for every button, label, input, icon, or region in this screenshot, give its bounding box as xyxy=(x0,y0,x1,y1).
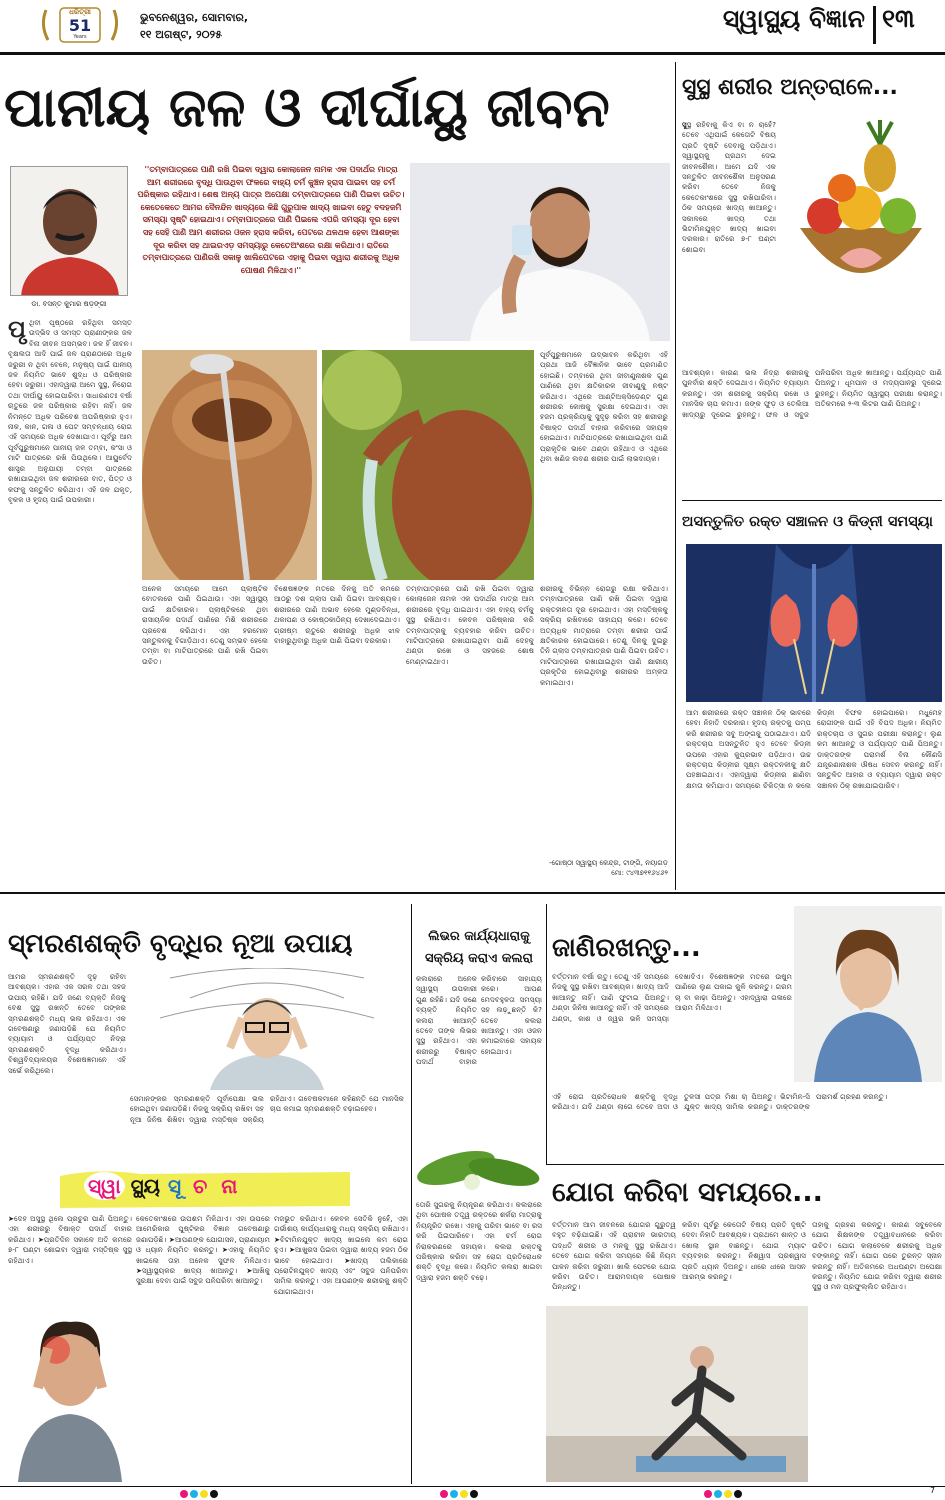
dateline-2: ୧୧ ଅଗଷ୍ଟ, ୨୦୨୫ xyxy=(140,28,222,41)
kidney-headline: ଅସନ୍ତୁଳିତ ରକ୍ତ ସଞ୍ଚାଳନ ଓ କିଡ୍‌ନୀ ସମସ୍ୟା xyxy=(682,514,933,530)
author-caption: ଡା. ବସନ୍ତ କୁମାର ଷଡ଼ଙ୍ଗୀ xyxy=(31,300,107,308)
yoga-headline: ଯୋଗ କରିବା ସମୟରେ... xyxy=(552,1177,823,1208)
kidney-separator xyxy=(682,500,942,501)
section-title: ସ୍ୱାସ୍ଥ୍ୟ ବିଜ୍ଞାନ xyxy=(722,4,865,33)
lead-col3-b: ବିଶେଷଜ୍ଞଙ୍କ ମତରେ ଦିନକୁ ଅତି କମରେ ଆଠରୁ ଦଶ ଗ୍ଲାସ ପାଣି ପିଇବା ଆବଶ୍ୟକ। ଶରୀରରେ ପାଣି ଅଭାବ ହେଲେ ମୁଣ୍ଡବିନ୍ଧା, ଥକାପଣ ଓ କୋଷ୍ଠକାଠିନ୍ୟ ଦେଖାଦେଇଥାଏ। ଗ୍ରୀଷ୍ମ ଋତୁରେ ଶରୀରରୁ ଅଧିକ ଝାଳ ବାହାରୁଥିବାରୁ ଅଧିକ ପାଣି ପିଇବା ଦରକାର। xyxy=(274,584,400,646)
lead-col1-text: ଥିବୀ ପୃଷ୍ଠରେ ରହିଥିବା ସମସ୍ତ ଉଦ୍ଭିଦ ଓ ସମସ୍ତ ପ୍ରାଣୀଙ୍କର ଜଳ ବିନା ଜୀବନ ଅସମ୍ଭବ। ଜଳ ହିଁ ଜୀବନ। ବୃକ୍ଷଲତା ଆଦି ପାଇଁ ଜଳ ପ୍ରାଣଠାରେ ଅଧିକ ଜରୁରୀ ନ ଥିବା ବେଳେ, ମନୁଷ୍ୟ ପାଇଁ ପାନୀୟ ଜଳ ନିୟମିତ ଭାବେ ଶୁଦ୍ଧ ଓ ପରିଷ୍କାର ହେବା ଜରୁରୀ। ଏହାଦ୍ୱାରା ଆମେ ସୁସ୍ଥ, ନିରୋଗ ତଥା ଦୀର୍ଘାୟୁ ହୋଇପାରିବା। ସାଧାରଣତଃ ବର୍ଷା ଋତୁରେ ଜଳ ପରିଷ୍କାର ରହିବା ନାହିଁ। ଜଳ ନିମନ୍ତେ ଅଧିକ ପରିବେଶ ଅପରିଷ୍କାର ହୁଏ। ନାକ, କାନ, ଗଳା ଓ ପେଟ ସମ୍ବନ୍ଧୀୟ ରୋଗ ଏହି ସମୟରେ ଅଧିକ ଦେଖାଯାଏ। ପୂର୍ବରୁ ଆମ ପୂର୍ବପୁରୁଷମାନେ ପାନୀୟ ଜଳ ତମ୍ବା, କଂସା ଓ ମାଟି ପାତ୍ରରେ ରଖି ପିଉଥିଲେ। ଆୟୁର୍ବେଦ ଶାସ୍ତ୍ର ଅନୁଯାୟୀ ତମ୍ବା ପାତ୍ରରେ ରଖାଯାଇଥିବା ଜଳ ଶରୀରରେ ବାତ, ପିତ୍ତ ଓ କଫକୁ ସନ୍ତୁଳିତ କରିଥାଏ। ଏହି ଜଳ ଯକୃତ, ବୃକକ ଓ ହୃଦୟ ପାଇଁ ଉପକାରୀ। xyxy=(8,318,132,504)
yoga-col3: ତାହାକୁ ଗ୍ରହଣ କରନ୍ତୁ। କାରଣ ସବୁବେଳେ ଯୋଗ ଶିକ୍ଷକଙ୍କ ତତ୍ତ୍ୱାବଧାନରେ କରିବା ଉଚିତ। ଯୋଗ କଲାବେଳେ ଶରୀରକୁ ଅଧିକ ବଙ୍କାନ୍ତୁ ନାହିଁ। ଯୋଗ ପରେ ତୁରନ୍ତ ସ୍ନାନ କରନ୍ତୁ ନାହିଁ। ଅତିକମରେ ଅଧଘଣ୍ଟା ଅପେକ୍ଷା କରନ୍ତୁ। ନିୟମିତ ଯୋଗ କରିବା ଦ୍ୱାରା ଶରୀର ସୁସ୍ଥ ଓ ମନ ପ୍ରଫୁଲ୍ଲିତ ରହିଥାଏ। xyxy=(812,1220,942,1292)
lead-pullquote: ''ତମ୍ବାପାତ୍ରରେ ପାଣି ରଖି ପିଇବା ଦ୍ୱାରା କୋଲାଜେନ ନାମକ ଏକ ପଦାର୍ଥର ମାତ୍ରା ଆମ ଶରୀରରେ ବୃଦ୍ଧି ପାଉଥିବା ଫଳରେ ବାହ୍ୟ ଚର୍ମ କୁଞ୍ଚନ ହ୍ରାସ ପାଇବା ସହ ଚର୍ମ ପରିଷ୍କାର ରହିଥାଏ। ଶେଷ ଅନ୍ୟ ପାତ୍ର ଅପେକ୍ଷା ତମ୍ବାପାତ୍ରରେ ପାଣି ପିଇବା ଉଚିତ। କେତେକେତେ ଆମର ଦୈନନ୍ଦିନ ଖାଦ୍ୟରେ କିଛି ଗୁରୁପାକ ଖାଦ୍ୟ ଖାଇବା ହେତୁ ବଦହଜମି ସମସ୍ୟା ସୃଷ୍ଟି ହୋଇଥାଏ। ତମ୍ବାପାତ୍ରରେ ପାଣି ପିଇଲେ ଏପରି ସମସ୍ୟା ଦୂର ହେବା ସହ ସେହି ପାଣି ଆମ ଶରୀରର ଓଜନ ହ୍ରାସ କରିବା, ପେଟରେ ଥଳଥଳ ହେବା ଆଶଙ୍କା ଦୂର କରିବା ସହ ଥାଇରଏଡ଼ ସମସ୍ୟାରୁ କେତେଅଂଶରେ ରକ୍ଷା କରିଥାଏ। ରାତିରେ ତମ୍ବାପାତ୍ରରେ ପାଣିରଖି ସକାଳୁ ଖାଲିପେଟରେ ଏହାକୁ ପିଇବା ଦ୍ୱାରା ଶରୀରକୁ ଅଧିକ ପୋଷଣ ମିଳିଥାଏ।'' xyxy=(137,165,405,275)
color-registration-marks-left xyxy=(180,1490,218,1498)
tips-col1: ➤ଦେହ ଅସୁସ୍ଥ ଥିଲେ ପ୍ରଚୁର ପାଣି ପିଅନ୍ତୁ। ଏହା ଶରୀରରୁ ବିଷାକ୍ତ ପଦାର୍ଥ ବାହାର କରିଥାଏ। ➤ପ୍ରତିଦିନ ସକାଳେ ଅତି କମରେ ୭-୮ ଘଣ୍ଟା ଶୋଇବା ଦ୍ୱାରା ମସ୍ତିଷ୍କ ସୁସ୍ଥ ରହିଥାଏ। xyxy=(8,1214,132,1265)
yoga-top-rule xyxy=(546,1164,944,1165)
lead-col4: ଶରୀରକୁ ବିଭିନ୍ନ ରୋଗରୁ ରକ୍ଷା କରିଥାଏ। ତମ୍ବାପାତ୍ରରେ ପାଣି ରଖି ପିଇବା ଦ୍ୱାରା ରକ୍ତହୀନତା ଦୂର ହୋଇଥାଏ। ଏହା ମସ୍ତିଷ୍କକୁ ସକ୍ରିୟ ରଖିବାରେ ସାହାଯ୍ୟ କରେ। ତେବେ ଅତ୍ୟଧିକ ମାତ୍ରାରେ ତମ୍ବା ଶରୀର ପାଇଁ କ୍ଷତିକାରକ ହୋଇପାରେ। ତେଣୁ ଦିନକୁ ଦୁଇରୁ ତିନି ଗ୍ଲାସ ତମ୍ବାପାତ୍ରର ପାଣି ପିଇବା ଉଚିତ। ମାଟିପାତ୍ରରେ ରଖାଯାଇଥିବା ପାଣି କ୍ଷାରୀୟ ପ୍ରକୃତିର ହୋଇଥିବାରୁ ଶରୀରର ଅମ୍ଳତା କମାଇଥାଏ। xyxy=(540,584,668,687)
healthy-body-headline: ସୁସ୍ଥ ଶରୀର ଅନ୍ତରାଳେ... xyxy=(682,75,898,100)
color-registration-marks-center xyxy=(440,1490,478,1498)
anniversary-badge xyxy=(38,4,122,46)
tips-letter-4: ଚ xyxy=(193,1174,208,1198)
footer-rule xyxy=(0,1486,945,1487)
lead-headline: ପାନୀୟ ଜଳ ଓ ଦୀର୍ଘାୟୁ ଜୀବନ xyxy=(4,76,610,139)
healthy-body-text-top xyxy=(682,120,776,370)
tips-letter-1: ସ୍ୱା xyxy=(84,1172,125,1200)
color-registration-marks-right xyxy=(704,1490,742,1498)
tips-letter-3: ସୂ xyxy=(167,1174,181,1198)
man-headache-memory-photo xyxy=(130,968,404,1090)
fruit-basket-photo xyxy=(780,118,942,314)
healthy-body-text-bottom: ଆବଶ୍ୟକ। କାରଣ ଭଲ ନିଦ୍ରା ଶରୀରକୁ ପୁନର୍ବାର ଶକ୍ତି ଦେଇଥାଏ। ନିୟମିତ ବ୍ୟାୟାମ କରନ୍ତୁ। ଏହା ଶରୀରକୁ ସକ୍ରିୟ ରଖେ ଓ ମାନସିକ ଚାପ କମାଏ। ଜଙ୍କ ଫୁଡ଼ ଓ ତେଲିଆ ଖାଦ୍ୟରୁ ଦୂରେଇ ରୁହନ୍ତୁ। ଫଳ ଓ ସବୁଜ ପନିପରିବା ଅଧିକ ଖାଆନ୍ତୁ। ପର୍ଯ୍ୟାପ୍ତ ପାଣି ପିଅନ୍ତୁ। ଧୂମପାନ ଓ ମଦ୍ୟପାନରୁ ଦୂରେଇ ରୁହନ୍ତୁ। ନିୟମିତ ସ୍ୱାସ୍ଥ୍ୟ ପରୀକ୍ଷା କରାନ୍ତୁ। ଅତିକମରେ ୨-୩ ଲିଟର ପାଣି ପିଅନ୍ତୁ। xyxy=(682,368,942,419)
tips-col3: ମଜଭୁତ କରିଥାଏ। କେବଳ ସେତିକି ନୁହେଁ, ଏହା ଗର୍ଭାଶୟ କାର୍ଯ୍ୟଧାରାକୁ ମଧ୍ୟ ସକ୍ରିୟ ରଖିଥାଏ। ➤ବିଟାମିନଯୁକ୍ତ ଖାଦ୍ୟ ଖାଇଲେ କମ ରୋଗ ହୁଏ। ➤ଆଖୁରସ ପିଇବା ଦ୍ୱାରା ଖାଦ୍ୟ ହଜମ ଠିକ ଭାବେ ହୋଇଥାଏ। ➤ଖାଦ୍ୟ ତାଲିକାରେ ପ୍ରୋଟିନଯୁକ୍ତ ଖାଦ୍ୟ ଏବଂ ସବୁଜ ପନିପରିବା ସାମିଲ କରନ୍ତୁ। ଏହା ଆପଣଙ୍କ ଶରୀରକୁ ଶକ୍ତି ଯୋଗାଇଥାଏ। xyxy=(274,1214,408,1296)
liver-text: କଲରାରେ ଅନେକ ସ୍ୱାସ୍ଥ୍ୟ ଉପକାରୀ ଗୁଣ ରହିଛି। ଯଦି ଜଣେ ବ୍ୟକ୍ତି ନିୟମିତ କଲରା ଖାଆନ୍ତି ତେବେ ତାଙ୍କ ଲିଭର ସୁସ୍ଥ ରହିଥାଏ। ଏହା ଶରୀରରୁ ବିଷାକ୍ତ ପଦାର୍ଥ ବାହାର କରିବାରେ ସାହାଯ୍ୟ କରେ। ଆପଣ ମେଦବହୁଳତା ସମସ୍ୟା ସହ ଲଢ଼ୁଛନ୍ତି କି? ତେବେ କଲରା ଖାଆନ୍ତୁ। ଏହା ଓଜନ କମାଇବାରେ ସହାୟକ ହୋଇଥାଏ। xyxy=(416,974,542,1067)
badge-bottom: Years xyxy=(73,34,87,40)
copper-vessel-photo xyxy=(142,350,317,580)
healthy-body-intro: ସ୍ଥ ରହିବାକୁ କିଏ ବା ନ ଚାହେଁ? ତେବେ ଏଥିପାଇଁ କେତୋଟି ବିଷୟ ପ୍ରତି ଦୃଷ୍ଟି ଦେବାକୁ ପଡ଼ିଥାଏ। ସ୍ୱାସ୍ଥ୍ୟକୁ ପ୍ରଥମ ଦେଇ ଜୀବନଶୈଳୀ। ଆମେ ଯଦି ଏକ ସନ୍ତୁଳିତ ଜୀବନଶୈଳୀ ଅନୁସରଣ କରିବା ତେବେ ନିଜକୁ କେତେକାଂଶରେ ସୁସ୍ଥ ରଖିପାରିବା। ଠିକ ସମୟରେ ଖାଦ୍ୟ ଖାଆନ୍ତୁ। ସକାଳରେ ଖାଦ୍ୟ ତଥା ଭିଟାମିନଯୁକ୍ତ ଖାଦ୍ୟ ଖାଇବା ଦରକାର। ରାତିରେ ୭-୮ ଘଣ୍ଟା ଶୋଇବା xyxy=(682,120,776,254)
know-text: ବର୍ତ୍ତମାନ ବର୍ଷା ଋତୁ। ତେଣୁ ଏହି ସମୟରେ ନିଜକୁ ସୁସ୍ଥ ରଖିବା ଆବଶ୍ୟକ। ଖାଦ୍ୟ ଆଦି ଖାଆନ୍ତୁ ନାହିଁ। ପାଣି ଫୁଟାଇ ପିଅନ୍ତୁ। ଥଣ୍ଡା ଜିନିଷ ଖାଆନ୍ତୁ ନାହିଁ। ଏହି ସମୟରେ ଥଣ୍ଡା, କାଶ ଓ ଜ୍ୱର ଭଳି ସମସ୍ୟା ଦେଖାଦିଏ। ବିଶେଷଜ୍ଞଙ୍କ ମତରେ ଉଷୁମ ପାଣିରେ ଲୁଣ ପକାଇ କୁଳି କରନ୍ତୁ। ଗରମ ଚା ବା କାଢ଼ା ପିଅନ୍ତୁ। ଏହାଦ୍ୱାରା ଗଳାରେ ଆରାମ ମିଳିଥାଏ। xyxy=(552,972,792,1023)
man-drinking-water-photo xyxy=(410,163,670,341)
tips-banner xyxy=(60,1168,350,1210)
masthead-divider xyxy=(873,6,876,44)
right-column-divider xyxy=(675,62,676,890)
lead-col3-c: ତମ୍ବାପାତ୍ରରେ ପାଣି ରଖି ପିଇବା ଦ୍ୱାରା କୋଲାଜେନ ନାମକ ଏକ ପଦାର୍ଥର ମାତ୍ରା ଆମ ଶରୀରରେ ବୃଦ୍ଧି ପାଇଥାଏ। ଏହା ବାହ୍ୟ ଚର୍ମକୁ ସୁସ୍ଥ ରଖିଥାଏ। କେବଳ ପରିଷ୍କାର କରି ତମ୍ବାପାତ୍ରକୁ ବ୍ୟବହାର କରିବା ଉଚିତ। ମାଟିପାତ୍ରରେ ରଖାଯାଇଥିବା ପାଣି ଦେହକୁ ଥଣ୍ଡା ରଖେ ଓ ସହଜରେ ଶୋଷ ମେଣ୍ଟାଇଥାଏ। xyxy=(406,584,534,666)
bitter-gourd-photo xyxy=(416,1138,542,1196)
kidney-text: ଆମ ଶରୀରରେ ରକ୍ତ ସଞ୍ଚାଳନ ଠିକ୍ ଭାବରେ ହେବା ନିହାତି ଦରକାର। ହୃଦୟ ରକ୍ତକୁ ପମ୍ପ କରି ଶରୀରର ସବୁ ଅଙ୍ଗକୁ ପଠାଇଥାଏ। ଯଦି ରକ୍ତଚାପ ଅସନ୍ତୁଳିତ ହୁଏ ତେବେ କିଡ୍‌ନୀ ଉପରେ ଏହାର କୁପ୍ରଭାବ ପଡ଼ିଥାଏ। ଉଚ୍ଚ ରକ୍ତଚାପ କିଡ୍‌ନୀର ସୂକ୍ଷ୍ମ ରକ୍ତନଳୀକୁ କ୍ଷତି ପହଞ୍ଚାଇଥାଏ। ଏହାଦ୍ୱାରା କିଡ୍‌ନୀର ଛାଣିବା କ୍ଷମତା କମିଯାଏ। ସମୟରେ ଚିକିତ୍ସା ନ କଲେ କିଡ୍‌ନୀ ବିଫଳ ହୋଇପାରେ। ମଧୁମେହ ରୋଗୀଙ୍କ ପାଇଁ ଏହି ବିପଦ ଅଧିକ। ନିୟମିତ ରକ୍ତଚାପ ଓ ସୁଗର ପରୀକ୍ଷା କରାନ୍ତୁ। ଲୁଣ କମ ଖାଆନ୍ତୁ ଓ ପର୍ଯ୍ୟାପ୍ତ ପାଣି ପିଅନ୍ତୁ। ଡାକ୍ତରଙ୍କ ପରାମର୍ଶ ବିନା କୌଣସି ଯନ୍ତ୍ରଣାନାଶକ ଔଷଧ ସେବନ କରନ୍ତୁ ନାହିଁ। ସନ୍ତୁଳିତ ଆହାର ଓ ବ୍ୟାୟାମ ଦ୍ୱାରା ରକ୍ତ ସଞ୍ଚାଳନ ଠିକ୍ ରଖାଯାଇପାରିବ। xyxy=(686,708,942,790)
memory-text-left: ଆମର ସ୍ମରଣଶକ୍ତି ଦୃଢ଼ ରହିବା ଆବଶ୍ୟକ। ଏହାର ଏକ ସରଳ ତଥା ସହଜ ଉପାୟ ରହିଛି। ଯଦି ଜଣେ ବ୍ୟକ୍ତି ନିଜକୁ ବେଶ ସୁସ୍ଥ ରଖନ୍ତି ତେବେ ତାଙ୍କର ସ୍ମରଣଶକ୍ତି ମଧ୍ୟ ଭଲ ରହିଥାଏ। ଏକ ଗବେଷଣାରୁ ଜଣାପଡ଼ିଛି ଯେ ନିୟମିତ ବ୍ୟାୟାମ ଓ ପର୍ଯ୍ୟାପ୍ତ ନିଦ୍ରା ସ୍ମରଣଶକ୍ତି ବୃଦ୍ଧି କରିଥାଏ। ବିଶ୍ୱବିଦ୍ୟାଳୟର ବିଶେଷଜ୍ଞମାନେ ଏହି ସର୍ଭେ କରିଥିଲେ। xyxy=(8,972,126,1075)
tips-col2: କେତେକାଂଶରେ ଉପଶମ ମିଳିଥାଏ। ଏହା ଉପରେ ଆମେରିକାର ପୁଷ୍ଟିକର ବିଜ୍ଞାନ ଗବେଷଣାରୁ ଜଣାପଡ଼ିଛି। ➤ଆପଣଙ୍କ ଯୋଗାସନ, ପ୍ରାଣାୟାମ ଓ ଧ୍ୟାନ ନିୟମିତ କରନ୍ତୁ। ➤ଏହାକୁ ନିୟମିତ ଖାଇଲେ ତାହା ଅନେକ ସୁଫଳ ମିଳିଥାଏ। ➤ସ୍ୱାସ୍ଥ୍ୟକର ଖାଦ୍ୟ ଖାଆନ୍ତୁ। ➤ଆଖିକୁ ସୁରକ୍ଷା ଦେବା ପାଇଁ ସବୁଜ ପନିପରିବା ଖାଆନ୍ତୁ। xyxy=(136,1214,270,1286)
masthead-rule xyxy=(0,52,945,55)
memory-text-bottom: ସେମାନଙ୍କର ସ୍ମରଣଶକ୍ତି ପୂର୍ବାପେକ୍ଷା ଭଲ ହୋଇଥିବା ଜଣାପଡ଼ିଛି। ନିଜକୁ ସକ୍ରିୟ ରଖିବା ସହ ନୂଆ ଜିନିଷ ଶିଖିବା ଦ୍ୱାରା ମସ୍ତିଷ୍କ ସକ୍ରିୟ ରହିଥାଏ। ଗବେଷକମାନେ କହିଛନ୍ତି ଯେ ମାନସିକ ଚାପ କମାଇ ସ୍ମରଣଶକ୍ତି ବଢ଼ାଇହେବ। xyxy=(130,1094,404,1124)
yoga-col1: ବର୍ତ୍ତମାନ ଆମ ଜୀବନରେ ଯୋଗର ଗୁରୁତ୍ୱ ବହୁତ ବଢ଼ିଯାଇଛି। ଏହି ପ୍ରାଚୀନ ଭାରତୀୟ ପଦ୍ଧତି ଶରୀର ଓ ମନକୁ ସୁସ୍ଥ ରଖିଥାଏ। ତେବେ ଯୋଗ କରିବା ସମୟରେ କିଛି ନିୟମ ପାଳନ କରିବା ଜରୁରୀ। ଖାଲି ପେଟରେ ଯୋଗ କରିବା ଉଚିତ। ଆରାମଦାୟକ ପୋଷାକ ପିନ୍ଧନ୍ତୁ। xyxy=(552,1220,676,1292)
author-photo xyxy=(10,166,128,296)
liver-left-rule xyxy=(411,904,412,1484)
know-text-bottom: ଏହି ରୋଗ ପ୍ରତିରୋଧକ ଶକ୍ତିକୁ ବୃଦ୍ଧି କରିଥାଏ। ଯଦି ଥଣ୍ଡା ଲାଗେ ତେବେ ଅଦା ଓ ତୁଳସୀ ପତ୍ର ମିଶା ଚା ପିଅନ୍ତୁ। ଭିଟାମିନ-ସି ଯୁକ୍ତ ଖାଦ୍ୟ ସାମିଲ କରନ୍ତୁ। ଡାକ୍ତରଙ୍କ ପରାମର୍ଶ ଗ୍ରହଣ କରନ୍ତୁ। xyxy=(552,1092,888,1112)
page-number: ୧୩ xyxy=(882,4,915,33)
lead-col1 xyxy=(8,318,132,886)
know-headline: ଜାଣିରଖନ୍ତୁ... xyxy=(552,933,701,963)
know-left-rule xyxy=(546,904,547,1164)
lead-signature: -ଗୋଷ୍ଠୀ ସ୍ୱାସ୍ଥ୍ୟ କେନ୍ଦ୍ର, ଟାଙ୍ଗି, ନୟାଗଡ଼ ମୋ: ୯୪୩୭୧୧୬୪୬୨ xyxy=(548,859,668,878)
clay-pot-pouring-photo xyxy=(322,350,534,580)
yoga-photo xyxy=(546,1306,808,1482)
tips-letter-2: ସ୍ଥ୍ୟ xyxy=(130,1174,160,1198)
liver-headline: ଲିଭର କାର୍ଯ୍ୟଧାରାକୁ ସକ୍ରିୟ କରାଏ କଲରା xyxy=(424,929,534,966)
memory-headline: ସ୍ମରଣଶକ୍ତି ବୃଦ୍ଧିର ନୂଆ ଉପାୟ xyxy=(8,929,353,959)
woman-coughing-photo xyxy=(794,906,942,1082)
kidney-illustration xyxy=(686,544,942,702)
healthy-body-dropcap: ସୁ xyxy=(682,120,687,129)
mid-page-rule xyxy=(0,892,945,894)
badge-top: ଧରିତ୍ରୀ xyxy=(69,8,91,16)
lead-col3-a: ଅନେକ ସମୟରେ ଆମେ ପ୍ଲାଷ୍ଟିକ ବୋତଲରେ ପାଣି ପିଇଥାଉ। ଏହା ସ୍ୱାସ୍ଥ୍ୟ ପାଇଁ କ୍ଷତିକାରକ। ପ୍ଲାଷ୍ଟିକରେ ଥିବା ରାସାୟନିକ ପଦାର୍ଥ ପାଣିରେ ମିଶି ଶରୀରରେ ପ୍ରବେଶ କରିଥାଏ। ଏହା ହରମୋନ ସନ୍ତୁଳନକୁ ବିଗାଡ଼ିଥାଏ। ତେଣୁ ସମ୍ଭବ ହେଲେ ତମ୍ବା ବା ମାଟିପାତ୍ରରେ ପାଣି ରଖି ପିଇବା ଉଚିତ। xyxy=(142,584,268,666)
lead-col2: ପୂର୍ବପୁରୁଷମାନେ ଉଦ୍ଭାବନ କରିଥିବା ଏହି ପ୍ରଥା ଆଜି ବୈଜ୍ଞାନିକ ଭାବେ ପ୍ରମାଣିତ ହୋଇଛି। ତମ୍ବାରେ ଥିବା ଜୀବାଣୁନାଶକ ଗୁଣ ପାଣିରେ ଥିବା କ୍ଷତିକାରକ ଜୀବାଣୁକୁ ନଷ୍ଟ କରିଥାଏ। ଏଥିରେ ଆଣ୍ଟିଅକ୍ସିଡ଼େଣ୍ଟ ଗୁଣ ଶରୀରର କୋଷକୁ ସୁରକ୍ଷା ଦେଇଥାଏ। ଏହା ହଜମ ପ୍ରକ୍ରିୟାକୁ ସୁଦୃଢ଼ କରିବା ସହ ଶରୀରରୁ ବିଷାକ୍ତ ପଦାର୍ଥ ବାହାର କରିବାରେ ସହାୟକ ହୋଇଥାଏ। ମାଟିପାତ୍ରରେ ରଖାଯାଇଥିବା ପାଣି ପ୍ରାକୃତିକ ଭାବେ ଥଣ୍ଡା ରହିଥାଏ ଓ ଏଥିରେ ଥିବା ଖଣିଜ ଲବଣ ଶରୀର ପାଇଁ ଲାଭଦାୟକ। xyxy=(540,350,668,464)
liver-text-bottom: ତୋରି ସୁଗରକୁ ନିୟନ୍ତ୍ରଣ କରିଥାଏ। କଲରାରେ ଥିବା ପୋଷକ ତତ୍ତ୍ୱ ରକ୍ତରେ ଶର୍କରା ମାତ୍ରାକୁ ନିୟନ୍ତ୍ରିତ ରଖେ। ଏହାକୁ ପରିବା ଭାବେ ବା ରସ କରି ପିଇପାରିବେ। ଏହା ଚର୍ମ ରୋଗ ନିରାକରଣରେ ସହାୟକ। କଲରା ରକ୍ତକୁ ପରିଷ୍କାର କରିବା ସହ ରୋଗ ପ୍ରତିରୋଧକ ଶକ୍ତି ବୃଦ୍ଧି କରେ। ନିୟମିତ କଲରା ଖାଇବା ଦ୍ୱାରା ହଜମ ଶକ୍ତି ବଢ଼େ। xyxy=(416,1200,542,1282)
headache-photo xyxy=(8,1278,132,1482)
yoga-col2: କରିବା ପୂର୍ବରୁ କେତୋଟି ବିଷୟ ପ୍ରତି ଦୃଷ୍ଟି ଦେବା ନିହାତି ଆବଶ୍ୟକ। ପ୍ରଥମେ ଶାନ୍ତ ଓ ଖୋଲା ସ୍ଥାନ ବାଛନ୍ତୁ। ଯୋଗ ମ୍ୟାଟ ବ୍ୟବହାର କରନ୍ତୁ। ନିଶ୍ୱାସ ପ୍ରଶ୍ୱାସ ପ୍ରତି ଧ୍ୟାନ ଦିଅନ୍ତୁ। ଧୀରେ ଧୀରେ ଆସନ ଆରମ୍ଭ କରନ୍ତୁ। xyxy=(682,1220,806,1282)
dateline-1: ଭୁବନେଶ୍ୱର, ସୋମବାର, xyxy=(140,11,249,24)
badge-year: 51 xyxy=(68,16,92,35)
page-marker: 7 xyxy=(930,1486,936,1495)
masthead xyxy=(0,0,945,52)
lead-dropcap: ପୃ xyxy=(8,318,26,343)
tips-letter-5: ନା xyxy=(221,1174,238,1198)
tips-title xyxy=(84,1172,241,1200)
